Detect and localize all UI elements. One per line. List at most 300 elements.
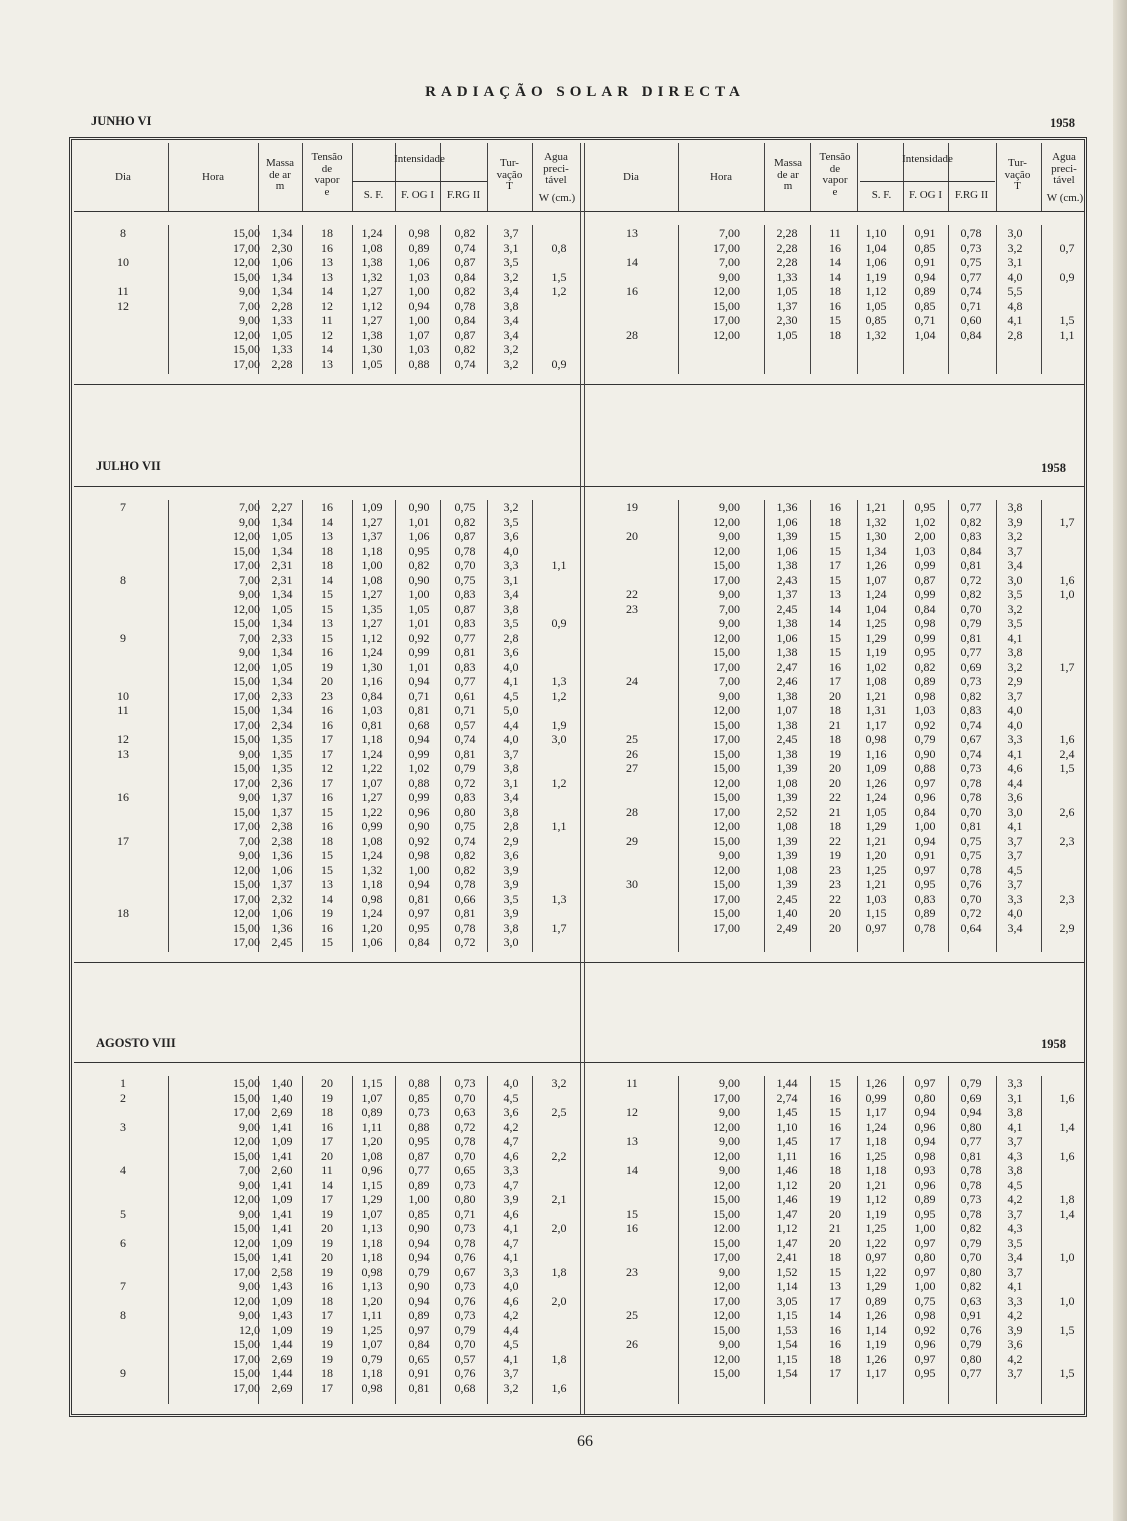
table-cell: 21 [829, 1221, 841, 1235]
table-cell: 1,03 [408, 342, 430, 356]
table-cell: 2,28 [271, 298, 293, 313]
table-cell: 11 [117, 703, 129, 717]
table-cell: 0,99 [914, 558, 936, 572]
table-cell: 4,6 [503, 1206, 519, 1221]
table-cell: 4,1 [503, 1221, 519, 1235]
table-cell: 4,6 [503, 1293, 519, 1308]
table-cell: 0,77 [454, 630, 476, 645]
table-cell: 3,2 [551, 1076, 567, 1090]
table-cell: 3,9 [503, 1192, 519, 1206]
table-cell: 3,6 [503, 848, 519, 862]
table-cell: 1,6 [1059, 1148, 1075, 1163]
table-cell: 3,2 [503, 269, 519, 284]
table-cell: 7,00 [239, 1163, 260, 1177]
table-cell: 1,19 [865, 1206, 887, 1221]
table-cell: 0,99 [361, 819, 383, 833]
table-cell: 12,00 [233, 601, 260, 616]
table-cell: 9 [120, 1366, 126, 1380]
table-cell [534, 1178, 584, 1193]
table-cell: 0,73 [454, 1308, 476, 1322]
table-cell: 0,84 [960, 543, 982, 558]
table-cell: 9,00 [719, 269, 740, 284]
table-cell: 0,91 [960, 1308, 982, 1322]
column-dia [78, 226, 168, 371]
table-cell: 1,36 [776, 500, 798, 514]
table-cell: 2,0 [551, 1221, 567, 1235]
table-cell: 1,41 [271, 1148, 293, 1163]
table-cell: 15,00 [713, 746, 740, 761]
table-cell: 2,45 [776, 601, 798, 616]
table-cell: 2,28 [776, 226, 798, 240]
table-cell: 12,00 [713, 327, 740, 342]
table-cell: 6 [120, 1235, 126, 1250]
table-cell: 20 [829, 1177, 841, 1192]
table-cell: 17,00 [233, 688, 260, 703]
table-cell: 0,94 [914, 1105, 936, 1119]
table-cell: 4,8 [1007, 298, 1023, 313]
table-cell: 0,78 [914, 920, 936, 935]
table-cell: 1,01 [408, 616, 430, 630]
table-cell [78, 674, 168, 689]
table-cell: 9,00 [719, 848, 740, 862]
table-cell: 2,32 [271, 891, 293, 906]
table-cell: 0,64 [960, 920, 982, 935]
table-cell: 0,81 [408, 703, 430, 717]
table-cell: 7,00 [239, 298, 260, 313]
table-cell: 1,29 [361, 1192, 383, 1206]
table-cell: 16 [321, 1279, 333, 1293]
table-cell: 0,74 [454, 732, 476, 746]
table-cell [586, 1120, 678, 1135]
table-cell: 17 [829, 558, 841, 572]
column-sf [856, 1076, 896, 1381]
table-cell: 4,1 [503, 1351, 519, 1366]
table-cell: 0,76 [454, 1366, 476, 1380]
table-cell: 1,18 [361, 1250, 383, 1264]
table-cell: 14 [321, 1177, 333, 1192]
table-cell [78, 761, 168, 776]
table-cell: 1,20 [361, 1293, 383, 1308]
column-dia [586, 226, 678, 342]
table-cell: 16 [829, 1090, 841, 1105]
table-cell: 15,00 [233, 703, 260, 717]
table-cell: 9,00 [719, 587, 740, 601]
table-cell: 0,76 [454, 1250, 476, 1264]
table-cell [78, 544, 168, 559]
table-cell: 8 [120, 226, 126, 240]
table-cell: 19 [829, 1192, 841, 1206]
table-cell [1042, 1236, 1092, 1251]
table-cell: 1,16 [865, 746, 887, 761]
table-cell [534, 790, 584, 805]
table-cell: 11 [829, 226, 841, 240]
table-cell [78, 1265, 168, 1280]
table-cell: 4,1 [1007, 313, 1023, 327]
table-cell: 18 [321, 558, 333, 572]
table-cell: 9,00 [239, 284, 260, 298]
table-cell: 0,84 [408, 1337, 430, 1351]
table-cell: 0,88 [914, 761, 936, 775]
column-rg2 [442, 1076, 488, 1395]
table-cell [534, 226, 584, 241]
header-rg2: F.RG II [446, 189, 481, 201]
table-cell: 0,77 [960, 645, 982, 659]
table-cell: 0,81 [960, 630, 982, 645]
table-cell: 9,00 [719, 616, 740, 630]
table-cell: 17,00 [233, 1105, 260, 1119]
table-cell: 2,33 [271, 688, 293, 703]
table-cell [1042, 1163, 1092, 1178]
table-cell [1042, 500, 1092, 515]
table-cell: 2,9 [1059, 920, 1075, 935]
table-cell [78, 1381, 168, 1396]
table-cell: 1,15 [361, 1076, 383, 1090]
table-cell: 17 [321, 1308, 333, 1322]
table-cell [534, 342, 584, 357]
table-cell: 1,09 [271, 1192, 293, 1206]
table-cell: 12.00 [713, 1221, 740, 1235]
table-cell: 3,8 [1007, 1163, 1023, 1177]
table-cell [78, 328, 168, 343]
page-title: RADIAÇÃO SOLAR DIRECTA [425, 84, 745, 100]
table-cell [586, 863, 678, 878]
table-cell: 18 [321, 1105, 333, 1119]
table-cell: 0,82 [914, 659, 936, 674]
table-cell: 0,75 [454, 572, 476, 587]
table-cell: 1,21 [865, 1177, 887, 1192]
table-cell: 19 [829, 848, 841, 862]
table-cell: 16 [829, 500, 841, 514]
column-og1 [396, 500, 442, 950]
table-cell: 7 [120, 500, 126, 514]
table-cell: 12,00 [233, 1192, 260, 1206]
table-cell [78, 515, 168, 530]
table-cell [586, 645, 678, 660]
table-cell: 18 [829, 819, 841, 833]
table-cell: 3,7 [503, 226, 519, 240]
table-cell: 4,0 [1007, 703, 1023, 717]
table-cell: 0,98 [914, 688, 936, 703]
table-cell: 0,70 [960, 804, 982, 819]
table-cell: 3,2 [1007, 601, 1023, 616]
table-cell: 1,27 [361, 587, 383, 601]
column-og1 [396, 1076, 442, 1395]
column-t [488, 226, 534, 371]
column-e [304, 500, 350, 950]
table-cell: 0,77 [960, 500, 982, 514]
table-cell: 1,00 [914, 819, 936, 833]
table-cell: 19 [321, 1264, 333, 1279]
table-cell [1042, 255, 1092, 270]
column-rg2 [442, 226, 488, 371]
table-cell: 1,25 [865, 1221, 887, 1235]
table-cell: 14 [321, 514, 333, 529]
table-cell: 0,83 [960, 529, 982, 543]
table-cell: 1,37 [271, 877, 293, 891]
table-cell: 0,66 [454, 891, 476, 906]
table-cell: 15 [321, 587, 333, 601]
table-cell: 1,35 [271, 746, 293, 761]
table-cell: 20 [321, 1250, 333, 1264]
table-cell: 1,35 [361, 601, 383, 616]
table-cell: 1,15 [776, 1351, 798, 1366]
table-cell: 18 [321, 1293, 333, 1308]
table-cell [534, 863, 584, 878]
column-dia [78, 500, 168, 950]
table-cell [534, 602, 584, 617]
table-cell: 2,8 [503, 819, 519, 833]
table-cell: 1,38 [776, 645, 798, 659]
table-cell [78, 1323, 168, 1338]
table-cell: 16 [321, 717, 333, 732]
table-cell: 0,96 [408, 804, 430, 819]
table-cell: 1,27 [361, 616, 383, 630]
table-cell: 1,27 [361, 284, 383, 298]
table-cell: 0,70 [960, 1250, 982, 1264]
table-cell: 14 [829, 255, 841, 269]
table-cell: 2 [120, 1090, 126, 1105]
table-cell: 0,88 [408, 1119, 430, 1134]
table-cell: 9,00 [719, 1264, 740, 1279]
table-cell: 2,31 [271, 572, 293, 587]
table-cell: 1,20 [361, 1134, 383, 1148]
table-cell: 1,32 [865, 514, 887, 529]
table-cell: 4,2 [1007, 1192, 1023, 1206]
table-cell: 20 [321, 674, 333, 688]
table-cell: 13 [626, 226, 638, 240]
table-cell: 16 [321, 1119, 333, 1134]
table-cell: 4,5 [1007, 862, 1023, 877]
header-massa: Massa de ar m [265, 157, 295, 192]
table-cell: 11 [321, 313, 333, 327]
table-cell: 13 [321, 356, 333, 371]
table-cell: 0,95 [914, 500, 936, 514]
table-cell: 15,00 [233, 1337, 260, 1351]
table-cell: 0,73 [454, 1177, 476, 1192]
table-cell: 1,07 [361, 1337, 383, 1351]
table-cell: 0,81 [960, 558, 982, 572]
section-year-label: 1958 [1041, 461, 1066, 475]
table-cell: 1,05 [408, 601, 430, 616]
table-cell: 3,7 [1007, 688, 1023, 703]
table-cell: 3,5 [1007, 1235, 1023, 1250]
table-cell: 0,98 [361, 891, 383, 906]
table-cell: 0,83 [454, 587, 476, 601]
table-cell: 1,08 [776, 819, 798, 833]
table-cell [78, 1192, 168, 1207]
table-cell: 0,80 [454, 804, 476, 819]
table-cell: 0,72 [454, 1119, 476, 1134]
table-cell: 21 [829, 717, 841, 732]
table-cell: 3,4 [503, 327, 519, 342]
table-cell: 0,79 [914, 732, 936, 746]
table-cell: 1,46 [776, 1192, 798, 1206]
table-cell: 1,07 [865, 572, 887, 587]
table-cell: 4,7 [503, 1235, 519, 1250]
table-cell: 2,36 [271, 775, 293, 790]
table-cell: 0,91 [914, 848, 936, 862]
table-cell [534, 1366, 584, 1381]
table-cell: 1,40 [271, 1076, 293, 1090]
table-cell: 3,7 [1007, 1206, 1023, 1221]
table-cell: 3,2 [503, 342, 519, 356]
column-w [534, 500, 584, 950]
table-cell: 1,06 [271, 255, 293, 269]
table-cell [534, 877, 584, 892]
table-cell [586, 270, 678, 285]
table-cell [1042, 790, 1092, 805]
table-cell: 1,01 [408, 659, 430, 674]
table-cell: 17,00 [713, 891, 740, 906]
table-cell: 1,5 [551, 269, 567, 284]
table-cell: 12 [321, 761, 333, 775]
table-cell: 1,38 [361, 255, 383, 269]
table-cell: 0,97 [914, 1264, 936, 1279]
table-cell: 1,17 [865, 1105, 887, 1119]
table-cell: 17,00 [233, 935, 260, 949]
table-cell: 0,98 [914, 1148, 936, 1163]
table-cell: 4,6 [1007, 761, 1023, 775]
table-cell: 0,79 [960, 616, 982, 630]
table-cell: 0,74 [960, 717, 982, 732]
table-cell: 11 [626, 1076, 638, 1090]
table-cell: 17 [321, 1134, 333, 1148]
table-cell: 9,00 [239, 1206, 260, 1221]
table-cell: 1,39 [776, 761, 798, 775]
table-cell: 15,00 [233, 1366, 260, 1380]
table-cell: 0,97 [914, 862, 936, 877]
table-cell: 15 [626, 1206, 638, 1221]
table-cell: 0,94 [408, 1250, 430, 1264]
table-cell: 15,00 [233, 1076, 260, 1090]
table-cell: 2,52 [776, 804, 798, 819]
table-cell: 2,00 [914, 529, 936, 543]
table-cell: 12 [321, 298, 333, 313]
table-cell: 3,9 [1007, 1322, 1023, 1337]
header-turvacao: Tur- vação T [1004, 157, 1031, 192]
table-cell: 2,38 [271, 819, 293, 833]
header-rule [74, 211, 1084, 212]
table-cell: 1,11 [776, 1148, 798, 1163]
column-sf [856, 226, 896, 342]
table-cell: 0,98 [361, 1264, 383, 1279]
table-cell: 0,81 [361, 717, 383, 732]
table-cell [78, 892, 168, 907]
column-hora [678, 1076, 740, 1381]
table-cell: 1,12 [865, 1192, 887, 1206]
table-cell: 0,83 [914, 891, 936, 906]
table-cell: 0,78 [960, 862, 982, 877]
table-cell: 1,04 [865, 601, 887, 616]
table-cell: 0,70 [454, 1148, 476, 1163]
table-cell [586, 558, 678, 573]
table-cell: 12,00 [713, 1119, 740, 1134]
table-cell: 1,26 [865, 1076, 887, 1090]
table-cell: 3,7 [1007, 1264, 1023, 1279]
table-cell: 1,00 [408, 284, 430, 298]
table-cell: 1,21 [865, 877, 887, 891]
table-cell: 1,24 [361, 226, 383, 240]
table-cell: 0,75 [914, 1293, 936, 1308]
table-cell: 0,85 [408, 1090, 430, 1105]
table-cell [1042, 674, 1092, 689]
table-cell: 1,9 [551, 717, 567, 732]
table-cell: 16 [626, 1221, 638, 1235]
table-cell: 24 [626, 674, 638, 688]
table-cell: 12,00 [713, 543, 740, 558]
table-cell [586, 689, 678, 704]
table-cell: 0,77 [960, 1134, 982, 1148]
table-cell [78, 616, 168, 631]
header-sf: S. F. [363, 189, 384, 201]
table-cell: 3,2 [1007, 659, 1023, 674]
table-cell: 1,43 [271, 1308, 293, 1322]
table-cell: 0,91 [408, 1366, 430, 1380]
table-cell [78, 602, 168, 617]
column-sf [352, 226, 392, 371]
table-cell: 0,81 [454, 906, 476, 920]
table-cell [586, 631, 678, 646]
table-cell: 1,39 [776, 529, 798, 543]
table-cell: 1,09 [271, 1134, 293, 1148]
table-cell: 16 [321, 240, 333, 255]
header-tensao: Tensão de vapor e [819, 151, 851, 198]
table-cell: 16 [829, 298, 841, 313]
table-cell: 16 [321, 645, 333, 659]
table-cell: 3,2 [1007, 240, 1023, 255]
table-cell: 2,33 [271, 630, 293, 645]
table-cell: 2,69 [271, 1380, 293, 1395]
table-cell [78, 313, 168, 328]
table-cell: 2,8 [1007, 327, 1023, 342]
table-cell: 12,00 [713, 703, 740, 717]
table-cell: 0,79 [960, 1337, 982, 1351]
table-cell: 3,6 [503, 645, 519, 659]
table-cell: 0,73 [960, 761, 982, 775]
table-cell: 20 [321, 1221, 333, 1235]
table-cell [78, 1149, 168, 1164]
table-cell: 15,00 [713, 790, 740, 804]
table-cell: 15 [321, 935, 333, 949]
table-cell: 13 [321, 529, 333, 543]
table-cell: 1,6 [1059, 1090, 1075, 1105]
table-cell: 15,00 [233, 804, 260, 819]
table-cell: 1,26 [865, 1351, 887, 1366]
table-cell [586, 241, 678, 256]
table-cell: 0,83 [454, 790, 476, 804]
table-cell: 1,39 [776, 833, 798, 848]
table-cell: 4,3 [1007, 1221, 1023, 1235]
table-cell: 26 [626, 1337, 638, 1351]
header-turvacao: Tur- vação T [496, 157, 523, 192]
table-cell [534, 1308, 584, 1323]
table-cell: 9,00 [239, 313, 260, 327]
table-cell: 3,5 [503, 255, 519, 269]
table-cell [586, 1192, 678, 1207]
table-cell [1042, 299, 1092, 314]
table-cell: 1,54 [776, 1337, 798, 1351]
section-month-label: AGOSTO VIII [96, 1036, 176, 1050]
table-cell: 0,82 [454, 342, 476, 356]
table-cell: 2,9 [503, 833, 519, 848]
table-cell: 0,85 [408, 1206, 430, 1221]
table-cell: 1,18 [361, 732, 383, 746]
table-cell: 1,08 [865, 674, 887, 688]
table-cell [78, 558, 168, 573]
table-cell: 4,7 [503, 1177, 519, 1192]
table-cell: 2,45 [776, 732, 798, 746]
table-cell: 1,07 [776, 703, 798, 717]
